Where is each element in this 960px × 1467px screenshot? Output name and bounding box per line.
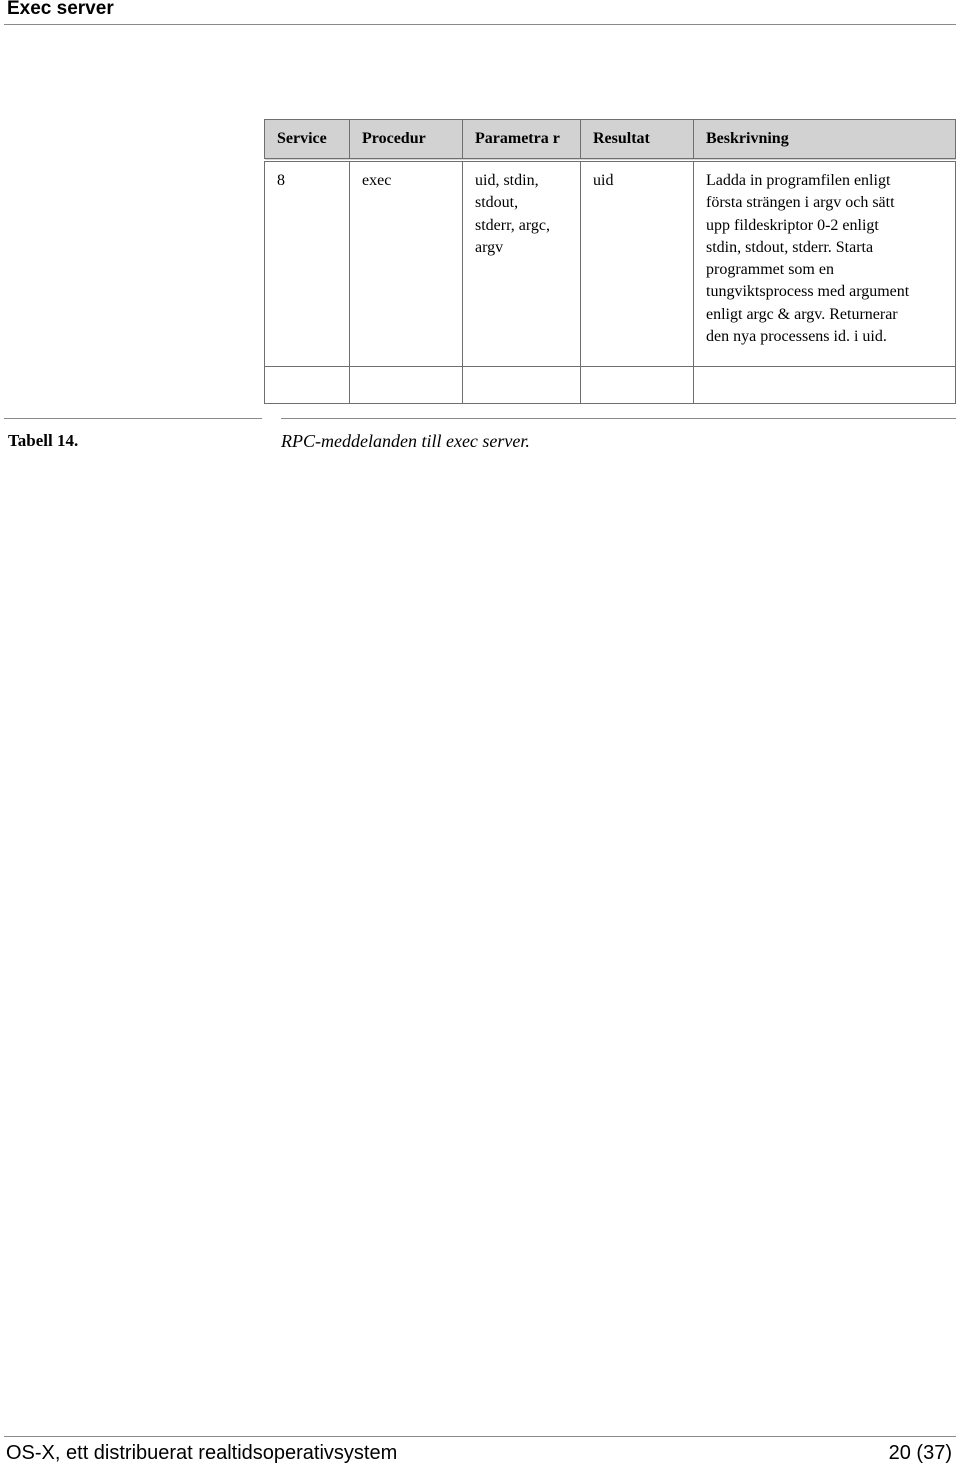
cell-service: 8 [265,160,350,367]
description-line: upp fildeskriptor 0-2 enligt [706,216,879,234]
param-line: argv [475,238,504,256]
caption-text: RPC-meddelanden till exec server. [281,431,530,451]
rpc-table [264,119,956,404]
cell-params [463,160,581,367]
cell-description [694,160,956,367]
col-header-description: Beskrivning [694,120,956,161]
description-line: Ladda in programfilen enligt [706,172,891,189]
footer-rule [4,1436,956,1437]
description-line: första strängen i argv och sätt [706,194,895,212]
table-row [265,160,956,367]
cell-result: uid [581,160,694,367]
empty-cell [463,367,581,404]
description-line: programmet som en [706,261,834,279]
caption-rule-right [281,418,956,419]
col-header-service: Service [265,120,350,161]
footer-title: OS-X, ett distribuerat realtidsoperativsystem [6,1442,398,1464]
empty-cell [581,367,694,404]
col-header-params: Parametra r [463,120,581,161]
param-line: stdout, [475,194,519,212]
empty-cell [350,367,463,404]
section-title: Exec server [7,0,114,19]
description-line: enligt argc & argv. Returnerar [706,305,898,323]
col-header-result: Resultat [581,120,694,161]
caption-label: Tabell 14. [8,431,79,450]
page-number: 20 (37) [888,1442,952,1464]
table-row-empty [265,367,956,404]
description-line: den nya processens id. i uid. [706,328,887,346]
col-header-procedure: Procedur [350,120,463,161]
header-rule [4,24,956,25]
caption-rule-left [4,418,262,419]
param-line: stderr, argc, [475,216,551,234]
empty-cell [694,367,956,404]
description-line: stdin, stdout, stderr. Starta [706,238,874,256]
param-line: uid, stdin, [475,172,539,189]
description-line: tungviktsprocess med argument [706,283,910,301]
cell-procedure: exec [350,160,463,367]
table-header-row [265,120,956,161]
empty-cell [265,367,350,404]
